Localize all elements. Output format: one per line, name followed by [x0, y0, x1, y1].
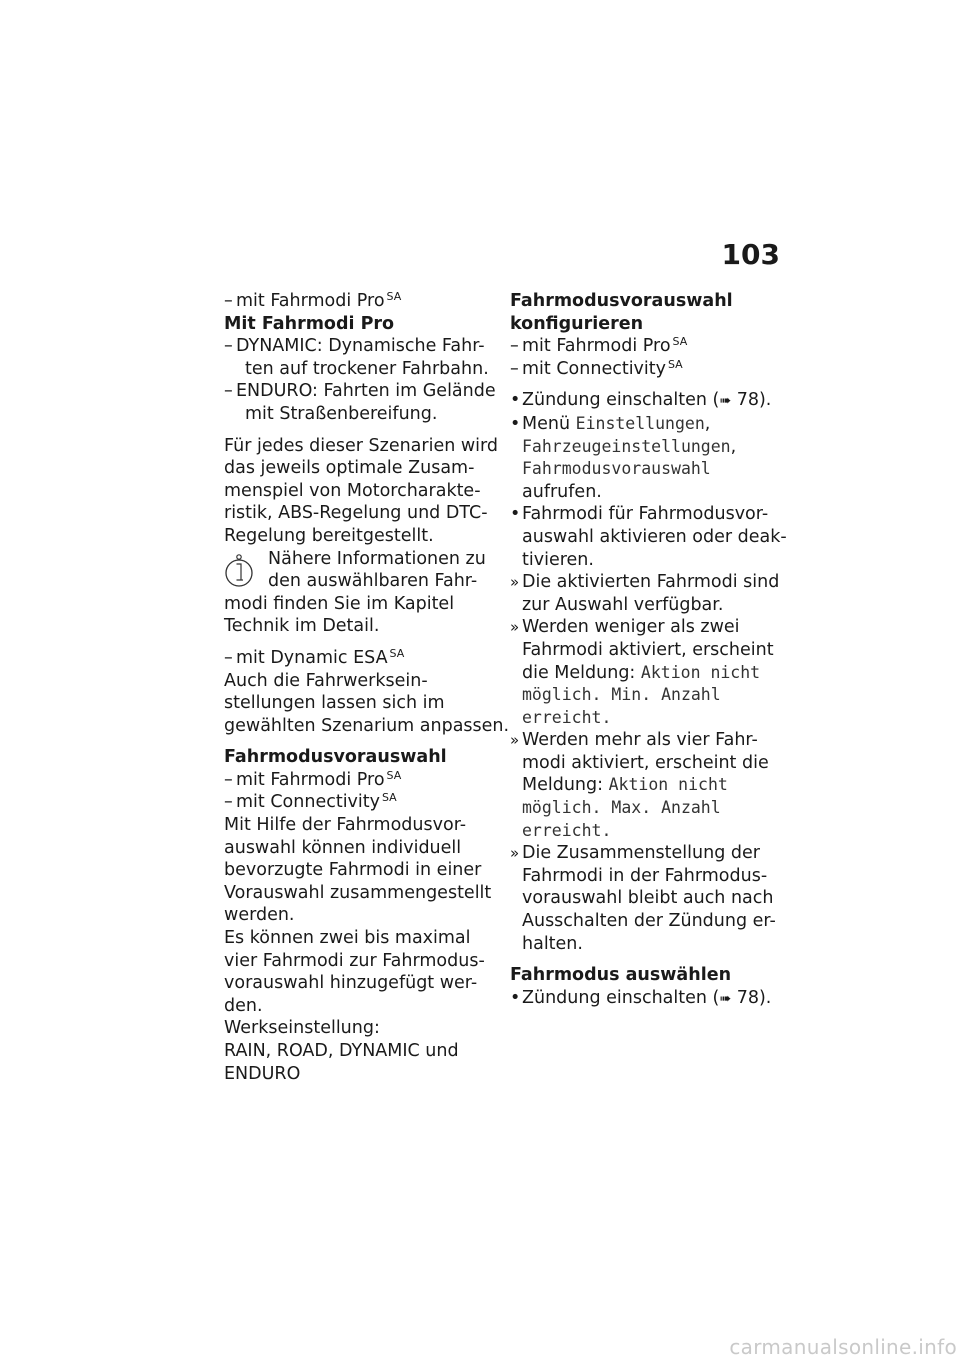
result-item: » Werden weniger als zwei Fahrmodi aktiviert, erscheint die Meldung: Aktion nicht möglich. Min. Anzahl erreicht.	[510, 616, 778, 729]
step-item: • Menü Einstellungen, Fahrzeugeinstellungen, Fahrmodusvorauswahl aufrufen.	[510, 413, 778, 503]
result-item: » Werden mehr als vier Fahr- modi aktiviert, erscheint die Meldung: Aktion nicht möglich. Max. Anzahl erreicht.	[510, 729, 778, 842]
result-item: » Die aktivierten Fahrmodi sind zur Auswahl verfügbar.	[510, 571, 778, 616]
step-item: • Zündung einschalten (➠ 78).	[510, 389, 778, 413]
section-heading-cont: konfigurieren	[510, 313, 644, 334]
list-item: – mit Dynamic ESA $^{SA}$	[224, 647, 494, 670]
info-note: Nähere Informationen zu den auswählbaren Fahr- modi finden Sie im Kapitel Technik im Detail.	[224, 548, 486, 637]
info-icon	[224, 552, 256, 588]
section-heading: Fahrmodus auswählen	[510, 965, 732, 986]
page-ref-arrow-icon: ➠	[719, 990, 732, 1007]
paragraph: Mit Hilfe der Fahrmodusvor- auswahl können individuell bevorzugte Fahrmodi in einer Vorauswahl zusammengestellt werden. Es können zwei bis maximal vier Fahrmodi zur Fahrmodus- vorauswahl hinzugefügt wer- den. Werkseinstellung: RAIN, ROAD, DYNAMIC und ENDURO	[224, 815, 492, 1084]
step-item: • Fahrmodi für Fahrmodusvor- auswahl aktivieren oder deak- tivieren.	[510, 503, 778, 571]
list-item: – mit Fahrmodi Pro $^{SA}$	[224, 769, 494, 792]
list-item: – ENDURO: Fahrten im Gelände mit Straßenbereifung.	[224, 380, 494, 425]
watermark-text: carmanualsonline.info	[729, 1335, 957, 1359]
list-item: – mit Connectivity $^{SA}$	[510, 358, 778, 381]
list-item: – DYNAMIC: Dynamische Fahr- ten auf trockener Fahrbahn.	[224, 335, 494, 380]
section-heading: Mit Fahrmodi Pro	[224, 313, 395, 334]
step-item: • Zündung einschalten (➠ 78).	[510, 987, 778, 1011]
section-heading: Fahrmodusvorauswahl	[510, 291, 733, 311]
list-item: – mit Connectivity $^{SA}$	[224, 791, 494, 814]
left-column	[224, 290, 510, 1085]
list-item: – mit Fahrmodi Pro $^{SA}$	[224, 290, 494, 313]
page-ref-arrow-icon: ➠	[719, 393, 732, 410]
right-column	[510, 290, 787, 1010]
list-item: – mit Fahrmodi Pro $^{SA}$	[510, 335, 778, 358]
paragraph: Auch die Fahrwerksein- stellungen lassen sich im gewählten Szenarium anpassen.	[224, 670, 510, 736]
section-heading: Fahrmodusvorauswahl	[224, 747, 447, 768]
result-item: » Die Zusammenstellung der Fahrmodi in der Fahrmodus- vorauswahl bleibt auch nach Ausschalten der Zündung er- halten.	[510, 842, 778, 955]
page-number: 103	[721, 238, 780, 271]
paragraph: Für jedes dieser Szenarien wird das jeweils optimale Zusam- menspiel von Motorcharakte- ristik, ABS-Regelung und DTC- Regelung bereitgestellt.	[224, 435, 499, 546]
